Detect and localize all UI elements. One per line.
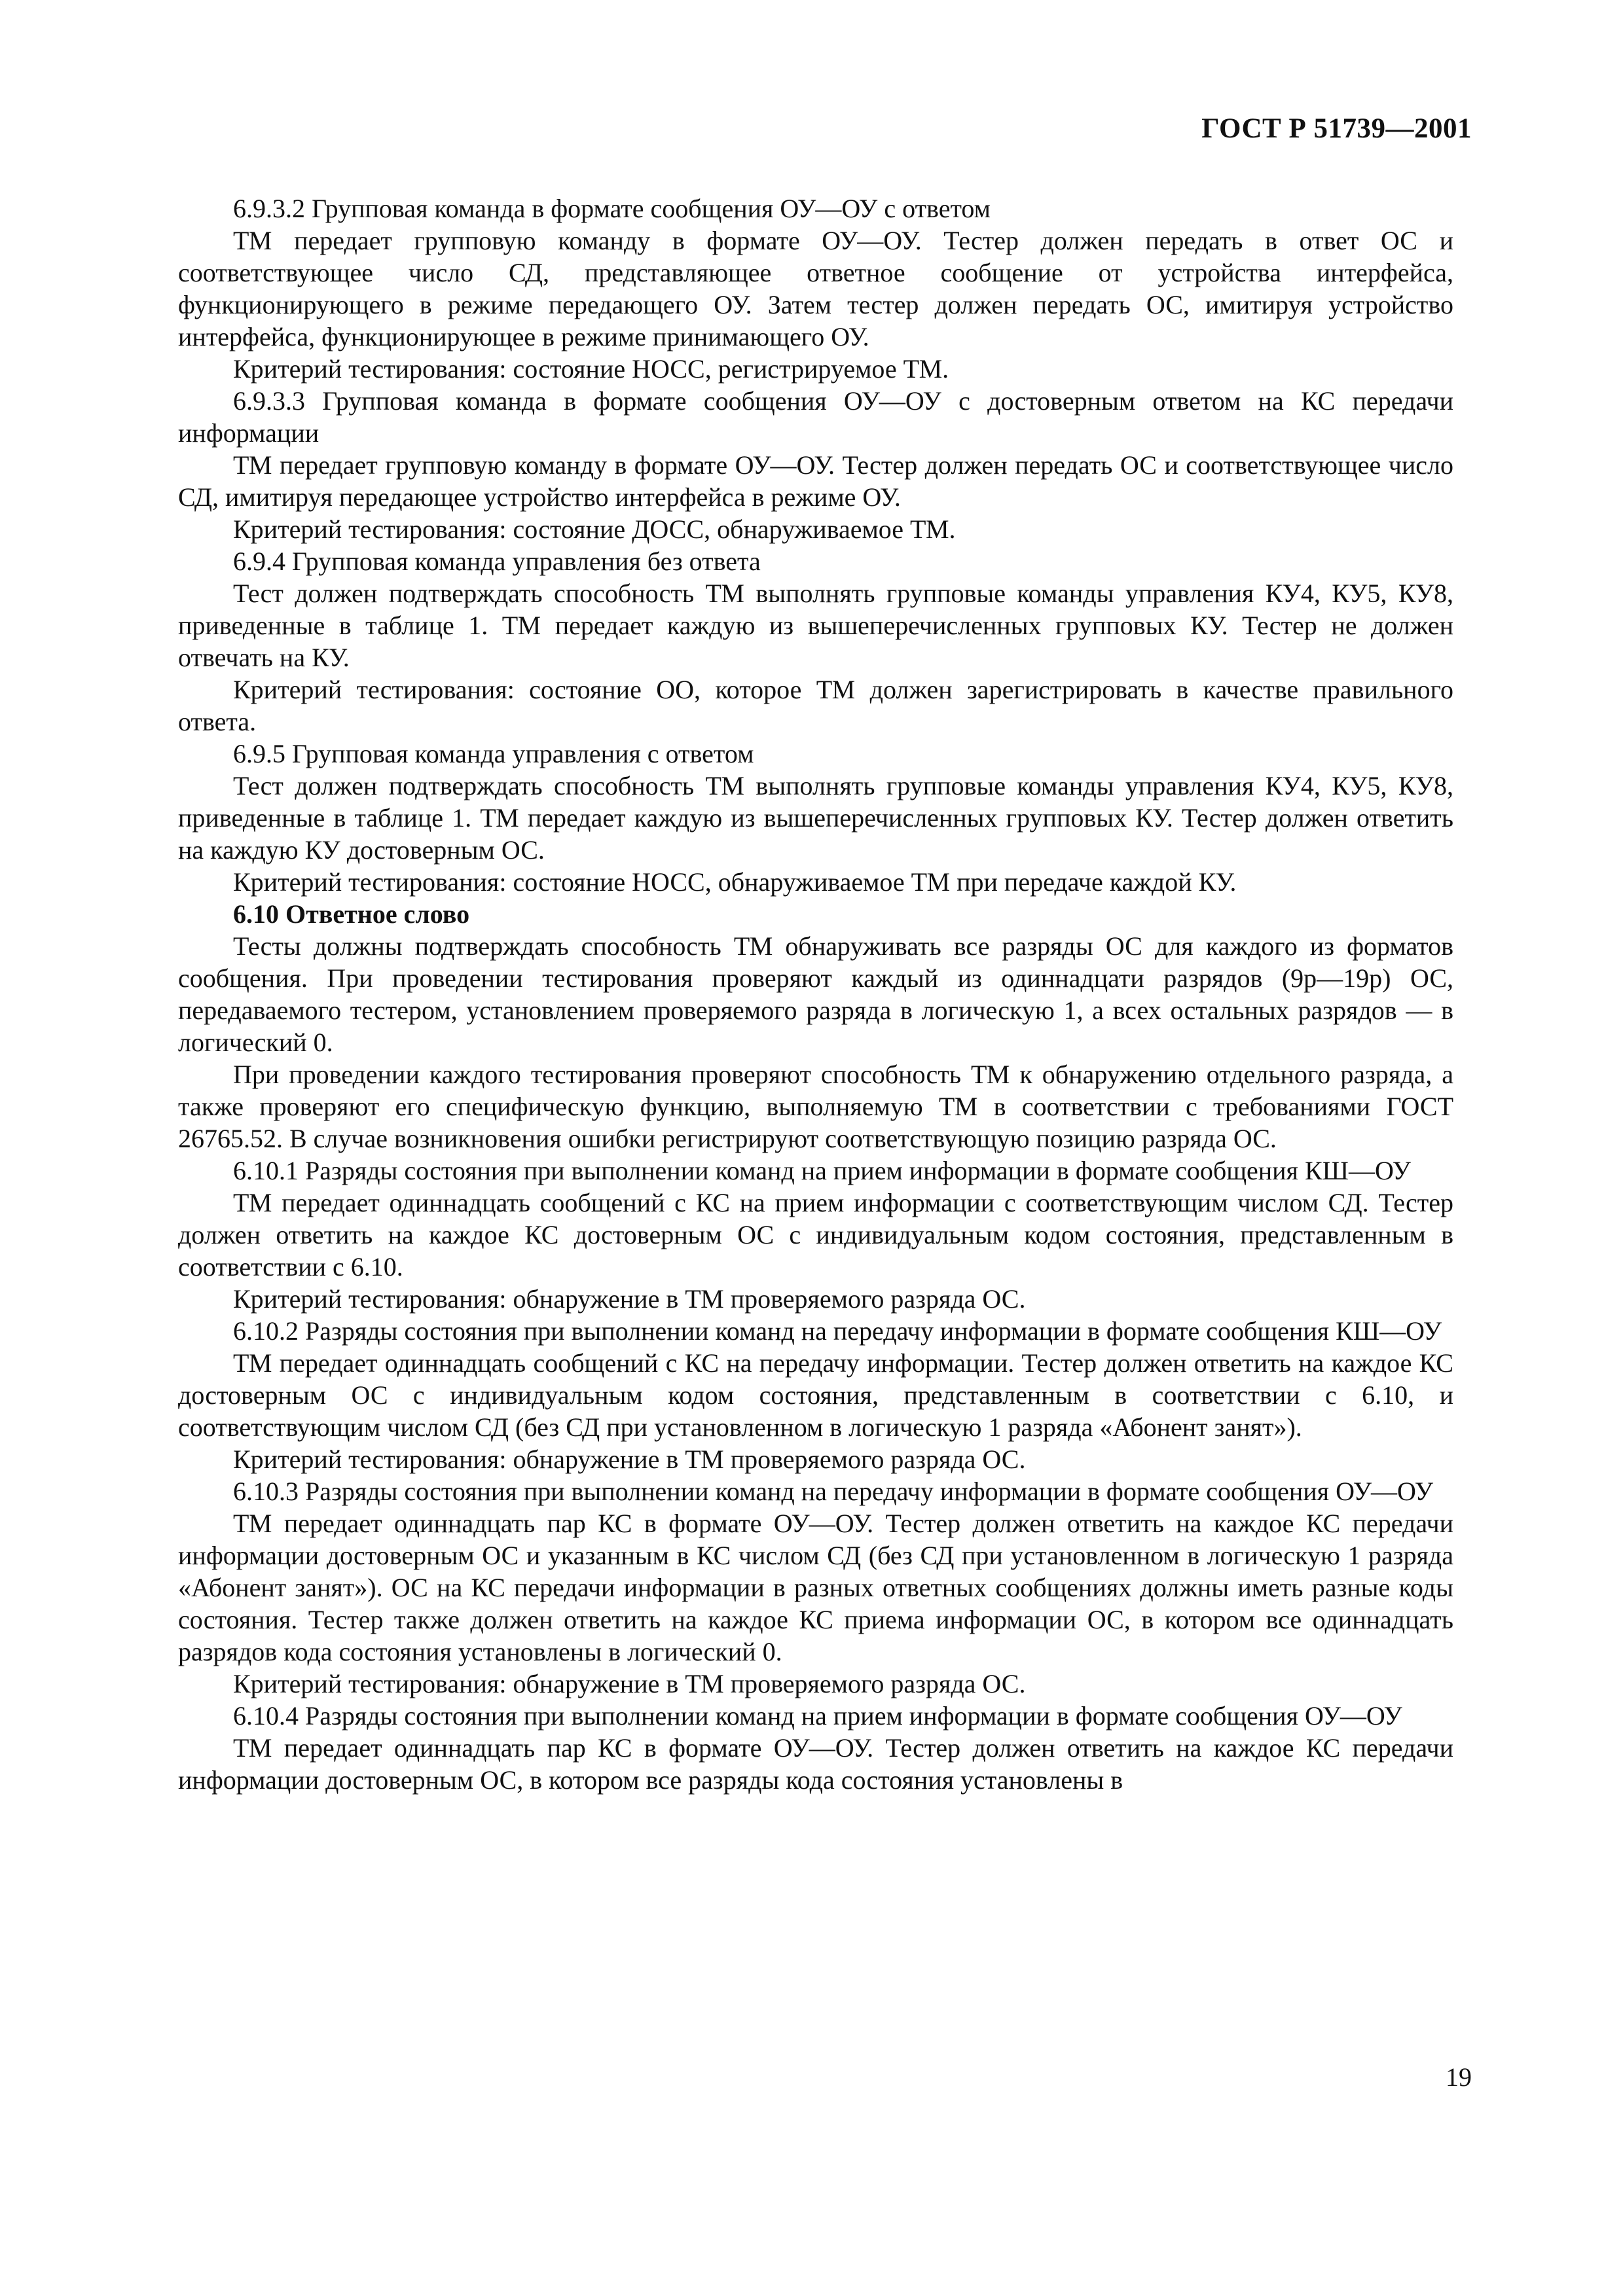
paragraph: ТМ передает одиннадцать пар КС в формате ОУ—ОУ. Тестер должен ответить на каждое КС передачи информации достоверным ОС и указанным в КС числом СД (без СД при установленном в логическую 1 разряда «Абонент занят»). ОС на КС передачи информации в разных ответных сообщениях должны иметь разные коды состояния. Тестер также должен ответить на каждое КС приема информации ОС, в котором все одиннадцать разрядов кода состояния установлены в логический 0. [178, 1509, 1453, 1666]
paragraph: 6.10.4 Разряды состояния при выполнении команд на прием информации в формате сообщения ОУ—ОУ [233, 1701, 1402, 1731]
paragraph: Тест должен подтверждать способность ТМ выполнять групповые команды управления КУ4, КУ5, КУ8, приведенные в таблице 1. ТМ передает каждую из вышеперечисленных групповых КУ. Тестер должен ответить на каждую КУ достоверным ОС. [178, 771, 1453, 865]
paragraph: Критерий тестирования: обнаружение в ТМ проверяемого разряда ОС. [233, 1669, 1026, 1698]
paragraph: ТМ передает одиннадцать сообщений с КС на передачу информации. Тестер должен ответить на каждое КС достоверным ОС с индивидуальным кодом состояния, представленным в соответствии с 6.10, и соответствующим числом СД (без СД при установленном в логическую 1 разряда «Абонент занят»). [178, 1348, 1453, 1442]
paragraph: Критерий тестирования: обнаружение в ТМ проверяемого разряда ОС. [233, 1284, 1026, 1314]
paragraph: 6.9.3.3 Групповая команда в формате сообщения ОУ—ОУ с достоверным ответом на КС передачи информации [178, 386, 1453, 448]
paragraph: 6.9.5 Групповая команда управления с ответом [233, 739, 754, 768]
paragraph: Критерий тестирования: состояние ДОСС, обнаруживаемое ТМ. [233, 514, 956, 544]
document-body [178, 192, 1453, 1796]
paragraph: Тест должен подтверждать способность ТМ выполнять групповые команды управления КУ4, КУ5, КУ8, приведенные в таблице 1. ТМ передает каждую из вышеперечисленных групповых КУ. Тестер не должен отвечать на КУ. [178, 579, 1453, 672]
paragraph: 6.9.3.2 Групповая команда в формате сообщения ОУ—ОУ с ответом [233, 194, 991, 223]
paragraph: 6.10.2 Разряды состояния при выполнении команд на передачу информации в формате сообщения КШ—ОУ [233, 1316, 1442, 1346]
paragraph: Критерий тестирования: состояние НОСС, регистрируемое ТМ. [233, 354, 949, 384]
paragraph: ТМ передает одиннадцать сообщений с КС на прием информации с соответствующим числом СД. Тестер должен ответить на каждое КС достоверным ОС с индивидуальным кодом состояния, представленным в соответствии с 6.10. [178, 1188, 1453, 1282]
paragraph: ТМ передает групповую команду в формате ОУ—ОУ. Тестер должен передать ОС и соответствующее число СД, имитируя передающее устройство интерфейса в режиме ОУ. [178, 450, 1453, 512]
paragraph: Критерий тестирования: состояние ОО, которое ТМ должен зарегистрировать в качестве правильного ответа. [178, 675, 1453, 736]
paragraph: 6.10.3 Разряды состояния при выполнении команд на передачу информации в формате сообщения ОУ—ОУ [233, 1477, 1434, 1506]
paragraph: Тесты должны подтверждать способность ТМ обнаруживать все разряды ОС для каждого из форматов сообщения. При проведении тестирования проверяют каждый из одиннадцати разрядов (9р—19р) ОС, передаваемого тестером, установлением проверяемого разряда в логическую 1, а всех остальных разрядов — в логический 0. [178, 931, 1453, 1057]
document-header: ГОСТ Р 51739—2001 [1201, 113, 1472, 144]
page-number: 19 [1446, 2062, 1472, 2092]
paragraph: ТМ передает одиннадцать пар КС в формате ОУ—ОУ. Тестер должен ответить на каждое КС передачи информации достоверным ОС, в котором все разряды кода состояния установлены в [178, 1733, 1453, 1795]
paragraph: 6.9.4 Групповая команда управления без ответа [233, 547, 761, 576]
paragraph: Критерий тестирования: состояние НОСС, обнаруживаемое ТМ при передаче каждой КУ. [233, 867, 1237, 897]
paragraph: Критерий тестирования: обнаружение в ТМ проверяемого разряда ОС. [233, 1444, 1026, 1474]
paragraph: ТМ передает групповую команду в формате ОУ—ОУ. Тестер должен передать в ответ ОС и соответствующее число СД, представляющее ответное сообщение от устройства интерфейса, функционирующего в режиме передающего ОУ. Затем тестер должен передать ОС, имитируя устройство интерфейса, функционирующее в режиме принимающего ОУ. [178, 226, 1453, 351]
paragraph: При проведении каждого тестирования проверяют способность ТМ к обнаружению отдельного разряда, а также проверяют его специфическую функцию, выполняемую ТМ в соответствии с требованиями ГОСТ 26765.52. В случае возникновения ошибки регистрируют соответствующую позицию разряда ОС. [178, 1060, 1453, 1153]
paragraph: 6.10.1 Разряды состояния при выполнении команд на прием информации в формате сообщения КШ—ОУ [233, 1156, 1411, 1185]
section-heading: 6.10 Ответное слово [233, 899, 470, 929]
